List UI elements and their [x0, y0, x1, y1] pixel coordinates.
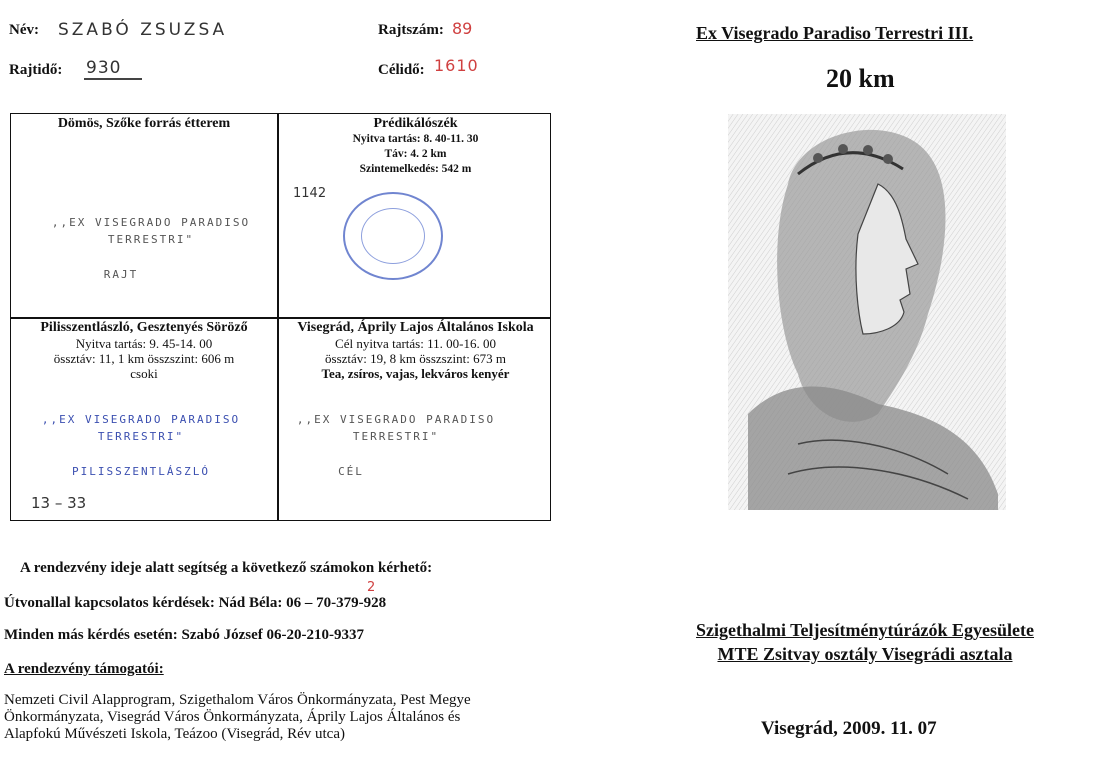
stamp-line: RAJT	[103, 268, 139, 281]
round-checkpoint-stamp	[343, 192, 443, 280]
name-label: Név:	[9, 22, 39, 38]
checkpoint-time-handwritten: 1142	[293, 186, 327, 201]
checkpoint-title: Pilisszentlászló, Gesztenyés Söröző	[40, 320, 248, 335]
checkpoint-distance: Táv: 4. 2 km	[384, 148, 447, 160]
checkpoint-refreshment: csoki	[130, 366, 158, 381]
place-date: Visegrád, 2009. 11. 07	[761, 718, 937, 739]
checkpoint-distance: össztáv: 11, 1 km összszint: 606 m	[53, 351, 235, 366]
start-stamp	[51, 214, 251, 283]
sponsor-line: Nemzeti Civil Alapprogram, Szigethalom Város Önkormányzata, Pest Megye	[4, 692, 471, 708]
name-value-handwritten: SZABÓ ZSUZSA	[58, 20, 228, 40]
finish-time-label: Célidő:	[378, 62, 425, 78]
help-intro: A rendezvény ideje alatt segítség a következő számokon kérhető:	[20, 560, 433, 576]
sponsors-list	[4, 692, 471, 743]
checkpoint-title: Visegrád, Áprily Lajos Általános Iskola	[297, 320, 534, 335]
stamp-line: ,,EX VISEGRADO PARADISO	[41, 413, 241, 426]
organizer-line-1: Szigethalmi Teljesítménytúrázók Egyesülete	[696, 620, 1034, 640]
stamp-line: PILISSZENTLÁSZLÓ	[72, 465, 210, 478]
checkpoint-cell-domos	[11, 116, 277, 132]
portrait-illustration	[728, 114, 1006, 510]
checkpoint-distance: össztáv: 19, 8 km összszint: 673 m	[325, 351, 506, 366]
checkpoint-time-handwritten: 13 – 33	[31, 494, 87, 512]
table-divider-horizontal	[11, 317, 550, 319]
checkpoint-cell-pilisszentlaszlo	[11, 320, 277, 381]
checkpoint-table	[10, 113, 551, 521]
organizer-block	[659, 618, 1071, 666]
sponsor-line: Önkormányzata, Visegrád Város Önkormányzata, Áprily Lajos Általános és	[4, 709, 461, 725]
checkpoint-cell-visegrad	[279, 320, 552, 381]
start-time-label: Rajtidő:	[9, 62, 63, 78]
route-correction: 2	[367, 580, 376, 595]
start-time-underline	[84, 78, 142, 80]
stamp-line: TERRESTRI"	[107, 233, 195, 246]
stamp-line: TERRESTRI"	[352, 430, 440, 443]
sponsors-heading: A rendezvény támogatói:	[4, 661, 164, 677]
checkpoint-opening-hours: Cél nyitva tartás: 11. 00-16. 00	[335, 336, 496, 351]
route-questions: Útvonallal kapcsolatos kérdések: Nád Béla: 06 – 70-379-928	[4, 595, 387, 611]
cover-title: Ex Visegrado Paradiso Terrestri III.	[696, 23, 974, 43]
sponsor-line: Alapfokú Művészeti Iskola, Teázoo (Visegrád, Rév utca)	[4, 726, 345, 742]
checkpoint-title: Prédikálószék	[373, 116, 458, 131]
finish-stamp	[296, 411, 496, 480]
start-time-value: 930	[86, 58, 122, 78]
start-number-value: 89	[452, 19, 473, 38]
stamp-line: ,,EX VISEGRADO PARADISO	[51, 216, 251, 229]
checkpoint-cell-predikaloszek	[279, 116, 552, 177]
checkpoint-opening-hours: Nyitva tartás: 8. 40-11. 30	[352, 133, 479, 145]
stamp-line: ,,EX VISEGRADO PARADISO	[296, 413, 496, 426]
organizer-line-2: MTE Zsitvay osztály Visegrádi asztala	[717, 644, 1013, 664]
checkpoint-refreshment: Tea, zsíros, vajas, lekváros kenyér	[321, 366, 510, 381]
cover-distance: 20 km	[826, 64, 895, 93]
checkpoint-title: Dömös, Szőke forrás étterem	[57, 116, 231, 131]
start-number-label: Rajtszám:	[378, 22, 444, 38]
pilisszentlaszlo-stamp	[41, 411, 241, 480]
stamp-line: TERRESTRI"	[97, 430, 185, 443]
checkpoint-elevation: Szintemelkedés: 542 m	[359, 163, 472, 175]
checkpoint-opening-hours: Nyitva tartás: 9. 45-14. 00	[75, 336, 213, 351]
stamp-line: CÉL	[338, 465, 364, 478]
other-questions: Minden más kérdés esetén: Szabó József 06-20-210-9337	[4, 627, 364, 643]
finish-time-value: 1610	[434, 56, 479, 75]
